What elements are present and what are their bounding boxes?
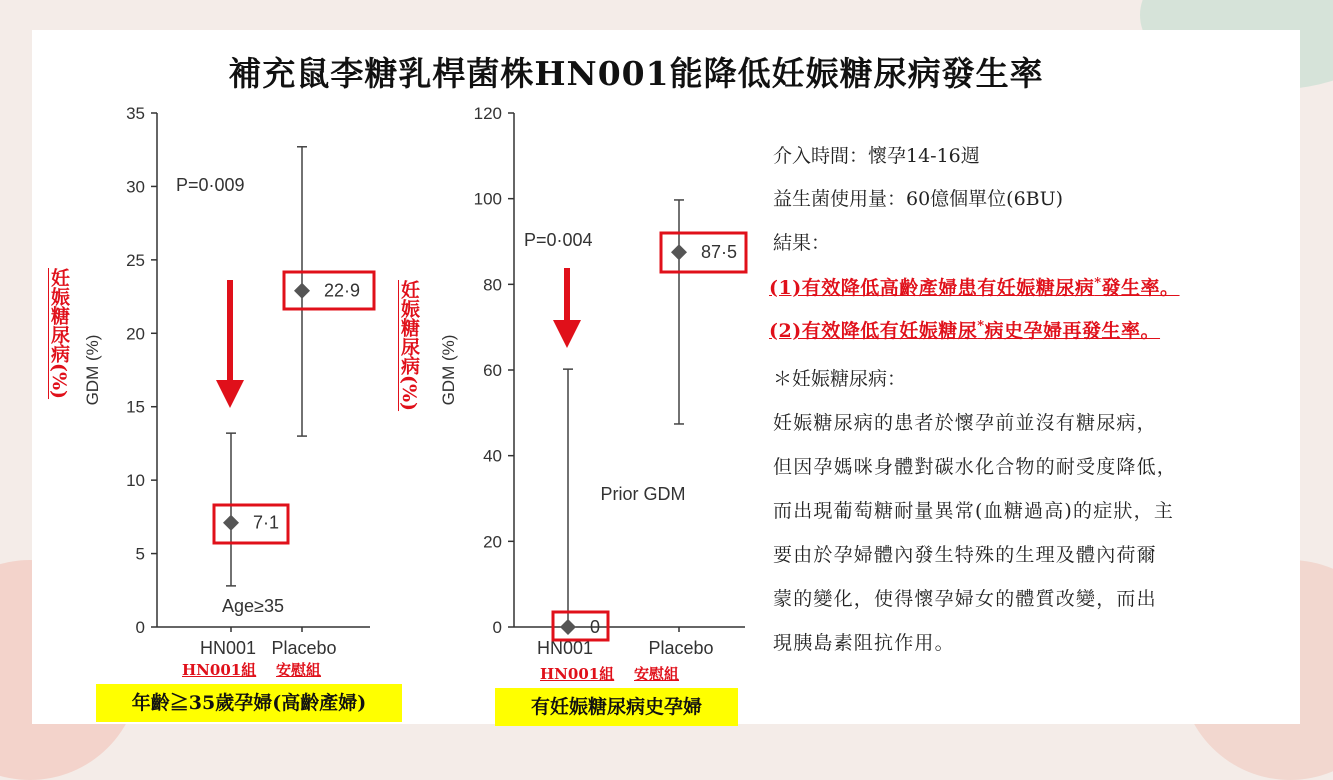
y-tick-label: 35 [126, 104, 145, 123]
y-tick-label: 80 [483, 275, 502, 295]
data-label: 87·5 [701, 242, 738, 263]
probiotic-dose: 益生菌使用量：60億個單位(6BU) [773, 188, 1064, 210]
y-tick-label: 5 [135, 544, 145, 564]
definition-line: 但因孕媽咪身體對碳水化合物的耐受度降低， [773, 456, 1178, 478]
data-label: 0 [590, 617, 601, 637]
y-tick-label: 20 [126, 324, 145, 344]
data-point [560, 619, 576, 635]
chart1-caption: 年齡≧35歲孕婦(高齡產婦) [96, 684, 402, 722]
y-tick-label: 0 [135, 618, 145, 637]
y-axis-label: GDM (%) [83, 334, 102, 406]
result-2-text-end: 病史孕婦再發生率。 [984, 320, 1161, 342]
x-tick-label: HN001 [199, 638, 257, 658]
page-title: 補充鼠李糖乳桿菌株HN001能降低妊娠糖尿病發生率 [228, 54, 1044, 93]
chart2-group-label-hn001: HN001組 [540, 665, 615, 683]
intervention-time: 介入時間：懷孕14-16週 [773, 145, 980, 167]
result-2-asterisk: * [977, 318, 985, 334]
data-label: 7·1 [253, 512, 280, 533]
y-tick-label: 25 [126, 250, 145, 270]
definition-line: 而出現葡萄糖耐量異常(血糖過高)的症狀，主 [773, 500, 1175, 522]
y-tick-label: 120 [473, 104, 502, 123]
y-tick-label: 100 [473, 189, 502, 209]
chart2-red-ylabel: 妊娠糖尿病(%) [398, 280, 420, 412]
result-1-asterisk: * [1094, 275, 1102, 291]
x-tick-label: Placebo [648, 638, 714, 658]
subgroup-label: Age≥35 [222, 596, 284, 616]
data-label: 22·9 [324, 280, 361, 301]
y-tick-label: 20 [483, 532, 502, 552]
y-tick-label: 60 [483, 361, 502, 380]
results-heading: 結果： [773, 232, 831, 254]
y-tick-label: 40 [483, 446, 502, 466]
result-2-text: (2)有效降低有妊娠糖尿 [769, 320, 978, 342]
chart1-red-ylabel: 妊娠糖尿病(%) [48, 268, 70, 400]
y-axis-label: GDM (%) [439, 334, 458, 406]
result-1-text-end: 發生率。 [1101, 277, 1180, 299]
subgroup-label: Prior GDM [600, 484, 686, 504]
x-tick-label: Placebo [271, 638, 337, 658]
definition-line: 妊娠糖尿病的患者於懷孕前並沒有糖尿病， [773, 412, 1157, 434]
y-tick-label: 15 [126, 397, 145, 417]
chart1-group-label-placebo: 安慰組 [276, 661, 322, 679]
p-value-label: P=0·004 [524, 230, 593, 250]
data-point [671, 244, 687, 260]
chart1-group-label-hn001: HN001組 [182, 661, 257, 679]
y-tick-label: 30 [126, 177, 145, 197]
chart2-caption: 有妊娠糖尿病史孕婦 [495, 688, 738, 726]
definition-line: 現胰島素阻抗作用。 [773, 632, 955, 654]
y-tick-label: 0 [492, 618, 502, 637]
result-1-text: (1)有效降低高齡產婦患有妊娠糖尿病 [769, 277, 1095, 299]
down-arrow-icon [553, 320, 581, 348]
result-2 [769, 316, 1160, 343]
result-1 [769, 273, 1180, 300]
y-tick-label: 10 [126, 471, 145, 491]
p-value-label: P=0·009 [176, 175, 245, 195]
definition-heading: ＊妊娠糖尿病： [773, 368, 907, 390]
chart2-group-label-placebo: 安慰組 [634, 665, 680, 683]
x-tick-label: HN001 [536, 638, 594, 658]
definition-line: 要由於孕婦體內發生特殊的生理及體內荷爾 [773, 544, 1157, 566]
definition-line: 蒙的變化，使得懷孕婦女的體質改變，而出 [773, 588, 1157, 610]
